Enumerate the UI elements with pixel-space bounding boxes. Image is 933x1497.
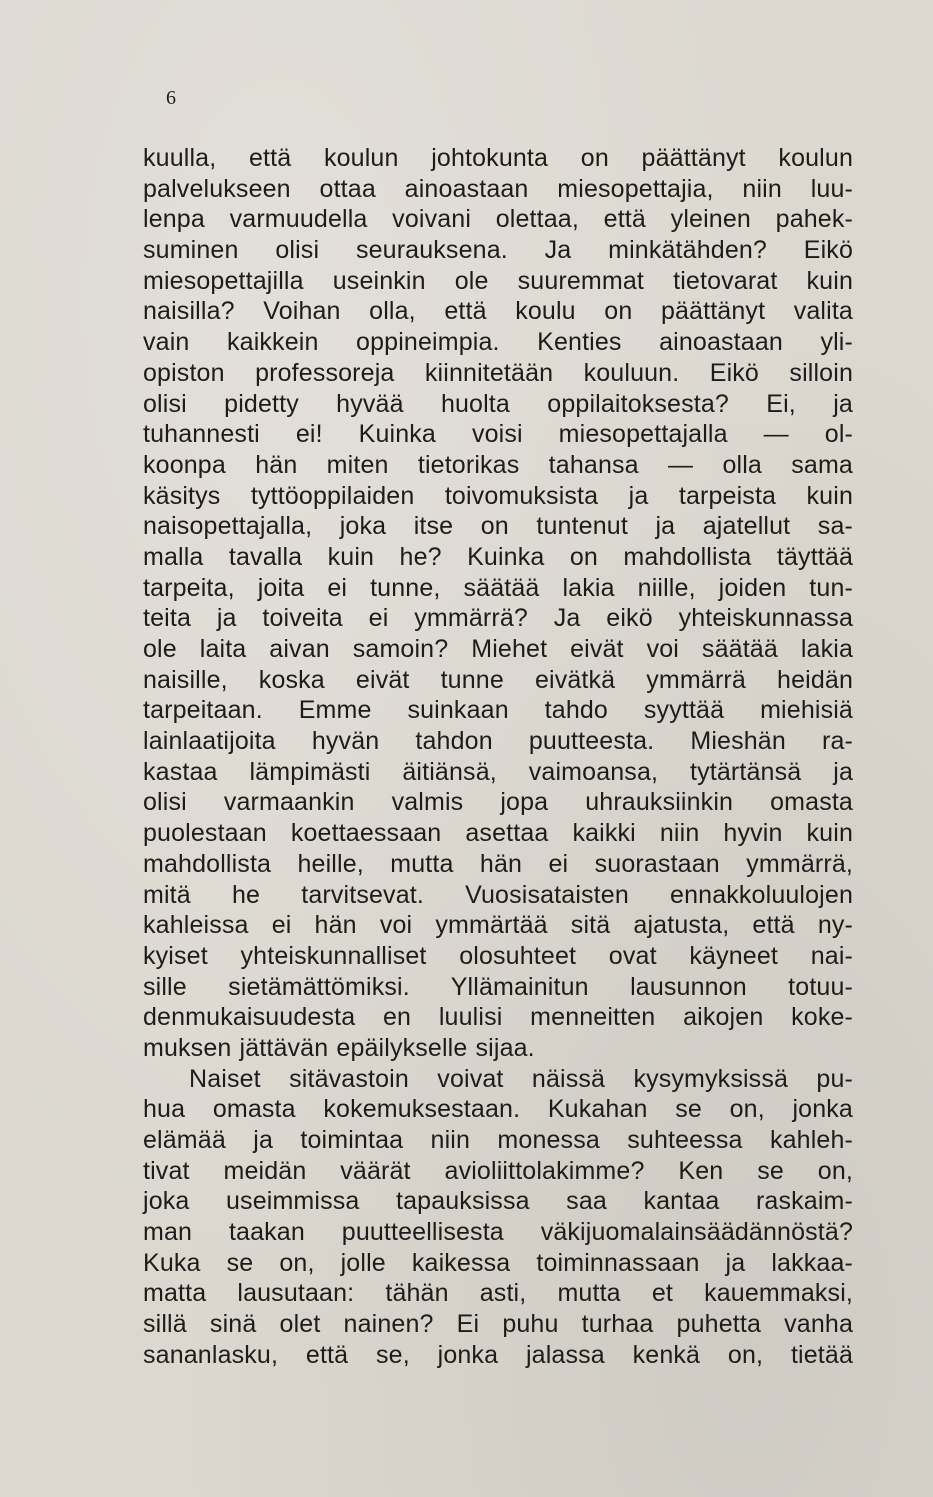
text-line: man taakan puutteellisesta väkijuomalainsäädännöstä? — [143, 1218, 853, 1247]
text-line: mahdollista heille, mutta hän ei suorastaan ymmärrä, — [143, 849, 853, 878]
text-line: lenpa varmuudella voivani olettaa, että yleinen pahek- — [143, 205, 853, 234]
text-line: malla tavalla kuin he? Kuinka on mahdollista täyttää — [143, 542, 853, 571]
text-line: käsitys tyttöoppilaiden toivomuksista ja tarpeista kuin — [143, 481, 853, 510]
text-line: Kuka se on, jolle kaikessa toiminnassaan ja lakkaa- — [143, 1248, 853, 1277]
text-line: kastaa lämpimästi äitiänsä, vaimoansa, tytärtänsä ja — [143, 757, 853, 786]
text-line: kuulla, että koulun johtokunta on päättänyt koulun — [143, 144, 853, 172]
text-line: kahleissa ei hän voi ymmärtää sitä ajatusta, että ny- — [143, 911, 853, 940]
page-number: 6 — [166, 87, 176, 109]
text-line: opiston professoreja kiinnitetään kouluun. Eikö silloin — [143, 358, 853, 387]
text-line: puolestaan koettaessaan asettaa kaikki niin hyvin kuin — [143, 819, 853, 848]
text-line: palvelukseen ottaa ainoastaan miesopettajia, niin luu- — [143, 174, 853, 203]
text-line: sananlasku, että se, jonka jalassa kenkä on, tietää — [143, 1340, 853, 1369]
text-line: kyiset yhteiskunnalliset olosuhteet ovat käyneet nai- — [143, 941, 853, 970]
text-line: tuhannesti ei! Kuinka voisi miesopettajalla — ol- — [143, 420, 853, 449]
text-line: Naiset sitävastoin voivat näissä kysymyksissä pu- — [189, 1064, 853, 1093]
text-line: koonpa hän miten tietorikas tahansa — olla sama — [143, 450, 853, 479]
text-line: tivat meidän väärät avioliittolakimme? Ken se on, — [143, 1156, 853, 1185]
text-line: muksen jättävän epäilykselle sijaa. — [143, 1033, 535, 1062]
text-line: vain kaikkein oppineimpia. Kenties ainoastaan yli- — [143, 328, 853, 357]
text-line: naisille, koska eivät tunne eivätkä ymmärrä heidän — [143, 665, 853, 694]
text-line: hua omasta kokemuksestaan. Kukahan se on, jonka — [143, 1095, 853, 1124]
text-line: tarpeitaan. Emme suinkaan tahdo syyttää miehisiä — [143, 696, 853, 725]
text-line: denmukaisuudesta en luulisi menneitten aikojen koke- — [143, 1003, 853, 1032]
text-line: sille sietämättömiksi. Yllämainitun lausunnon totuu- — [143, 972, 853, 1001]
text-line: suminen olisi seurauksena. Ja minkätähden? Eikö — [143, 236, 853, 265]
text-line: elämää ja toimintaa niin monessa suhteessa kahleh- — [143, 1126, 853, 1154]
text-line: matta lausutaan: tähän asti, mutta et kauemmaksi, — [143, 1279, 853, 1308]
text-line: teita ja toiveita ei ymmärrä? Ja eikö yhteiskunnassa — [143, 604, 853, 633]
text-line: naisopettajalla, joka itse on tuntenut ja ajatellut sa- — [143, 512, 853, 541]
text-line: miesopettajilla useinkin ole suuremmat tietovarat kuin — [143, 266, 853, 295]
body-text — [143, 143, 853, 1371]
text-line: sillä sinä olet nainen? Ei puhu turhaa puhetta vanha — [143, 1310, 853, 1339]
text-line: tarpeita, joita ei tunne, säätää lakia niille, joiden tun- — [143, 573, 853, 602]
text-line: naisilla? Voihan olla, että koulu on päättänyt valita — [143, 297, 853, 326]
text-line: lainlaatijoita hyvän tahdon puutteesta. Mieshän ra- — [143, 727, 853, 756]
text-line: olisi varmaankin valmis jopa uhrauksiinkin omasta — [143, 788, 853, 817]
text-line: ole laita aivan samoin? Miehet eivät voi säätää lakia — [143, 635, 853, 663]
text-line: joka useimmissa tapauksissa saa kantaa raskaim- — [143, 1187, 853, 1216]
text-line: mitä he tarvitsevat. Vuosisataisten ennakkoluulojen — [143, 880, 853, 909]
text-line: olisi pidetty hyvää huolta oppilaitoksesta? Ei, ja — [143, 389, 853, 418]
